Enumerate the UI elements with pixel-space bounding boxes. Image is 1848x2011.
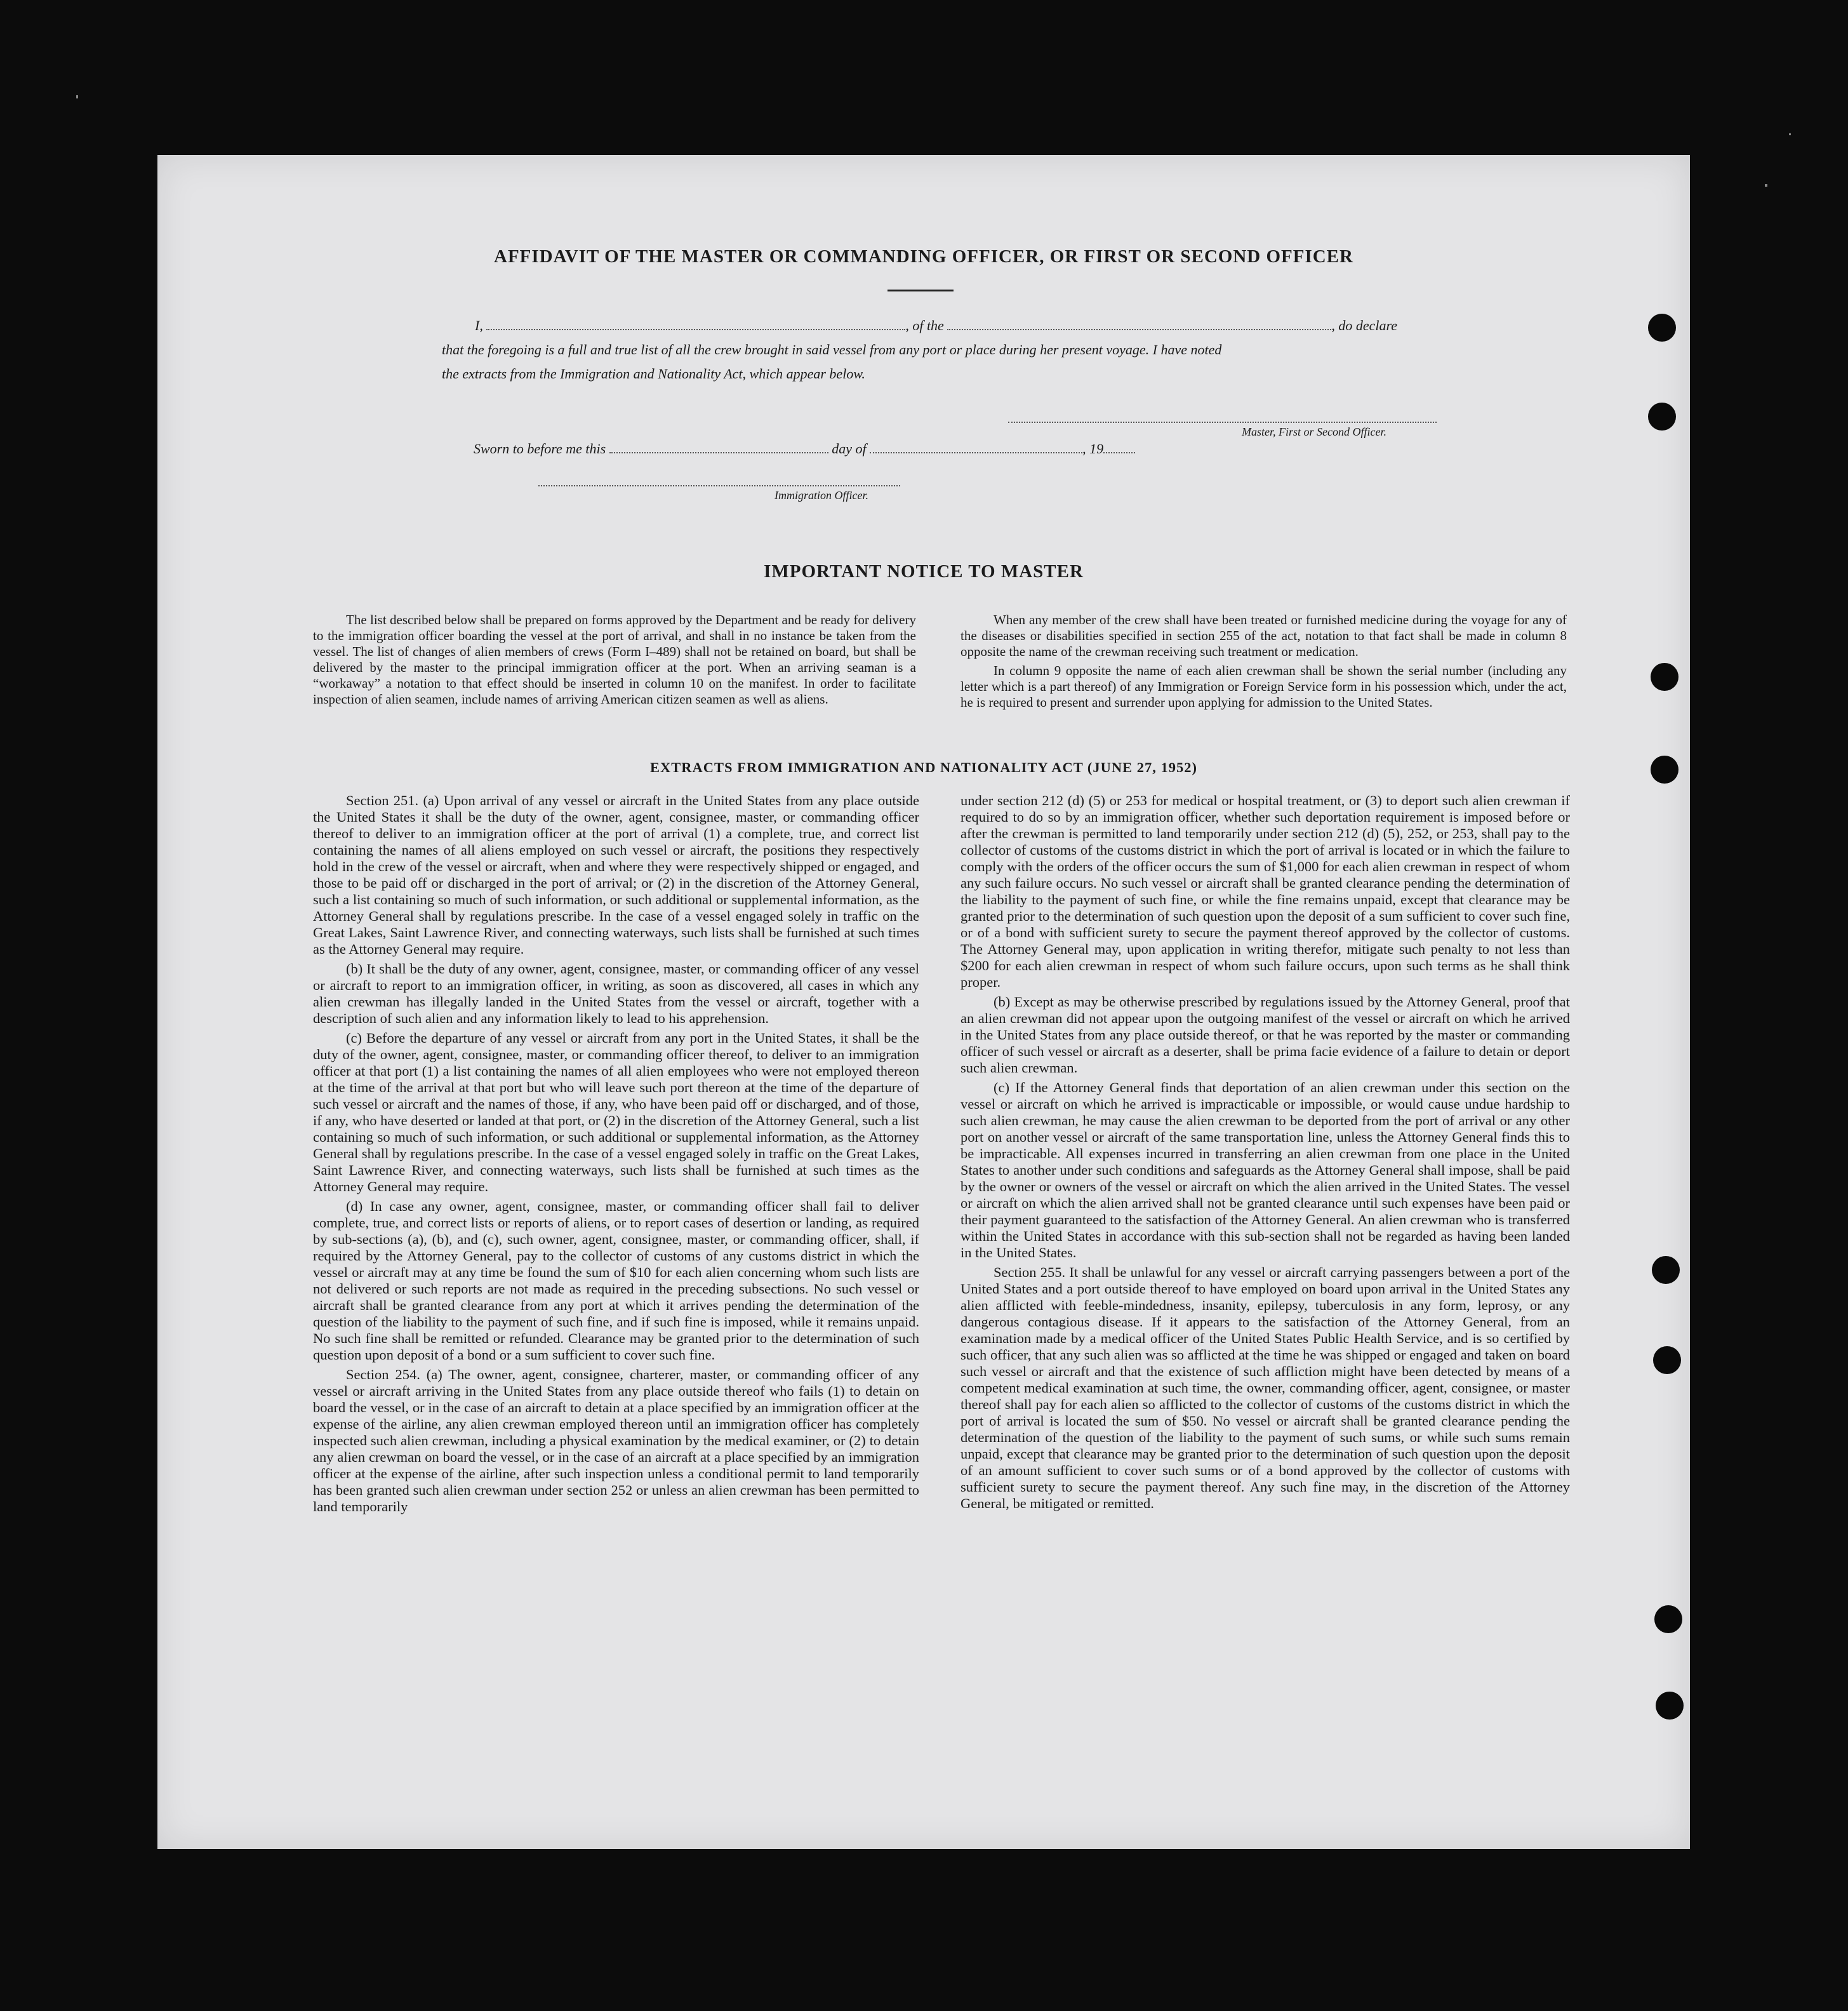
section-251-d: (d) In case any owner, agent, consignee, master, or commanding officer shall fail to deliver complete, true, and correct lists or reports of aliens, or to report cases of desertion or landing, as required by sub-sections (a), (b), and (c), such owner, agent, consignee, master, or commanding officer, shall, if required by the Attorney General, pay to the collector of customs of any customs district in which the vessel or aircraft may at any time be found the sum of $10 for each alien concerning whom such lists are not delivered or such reports are not made as required in the preceding subsections. No such vessel or aircraft shall be granted clearance from any port at which it arrives pending the determination of the question of the liability to the payment of such fine, and if such fine is imposed, while it remains unpaid. No such fine shall be remitted or refunded. Clearance may be granted prior to the determination of such question upon deposit of a bond or a sum sufficient to cover such fine. [313,1198,919,1363]
sworn-month-field[interactable] [870,443,1082,453]
punch-hole [1652,1256,1680,1284]
notice-right-paragraph: In column 9 opposite the name of each alien crewman shall be shown the serial number (including any letter which is a part thereof) of any Immigration or Foreign Service form in his possession which, under the act, he is required to present and surrender upon applying for admission to the United States. [961,663,1567,710]
punch-hole [1648,314,1676,342]
punch-hole [1654,1605,1682,1633]
punch-hole [1653,1346,1681,1374]
statement-line-2: that the foregoing is a full and true list of all the crew brought in said vessel from any port or place during her present voyage. I have noted [442,342,1222,357]
statement-line-3: the extracts from the Immigration and Nationality Act, which appear below. [442,366,865,382]
notice-right-column [961,612,1567,714]
notice-title: IMPORTANT NOTICE TO MASTER [764,561,1084,582]
sworn-prefix: Sworn to before me this [474,441,606,457]
form-page [157,155,1690,1849]
immigration-officer-caption: Immigration Officer. [774,489,868,502]
section-254-b: (b) Except as may be otherwise prescribed by regulations issued by the Attorney General, proof that an alien crewman did not appear upon the outgoing manifest of the vessel or aircraft on which he arrived in the United States from any place outside thereof, or that he was reported by the master or commanding officer of such vessel or aircraft as a deserter, shall be prima facie evidence of a failure to detain or deport such alien crewman. [961,994,1570,1076]
vessel-name-field[interactable] [947,320,1331,330]
section-251-b: (b) It shall be the duty of any owner, agent, consignee, master, or commanding officer of any vessel or aircraft to report to an immigration officer, in writing, as soon as discovered, all cases in which any alien crewman has illegally landed in the United States from the vessel or aircraft, together with a description of such alien and any information likely to lead to his apprehension. [313,961,919,1026]
sworn-year-label: , 19 [1082,441,1104,457]
section-254-a-continued: under section 212 (d) (5) or 253 for medical or hospital treatment, or (3) to deport such alien crewman if required to do so by an immigration officer, whether such deportation requirement is imposed before or after the crewman is permitted to land temporarily under section 212 (d) (5), 252, or 253, shall pay to the collector of customs of the customs district in which the port of arrival is located or in which the failure to comply with the orders of the officer occurs the sum of $1,000 for each alien crewman in respect of whom any such failure occurs. No such vessel or aircraft shall be granted clearance pending the determination of the liability to the payment of such fine, or while the fine remains unpaid, except that clearance may be granted prior to the determination of such question upon the deposit of a sum sufficient to cover such fine, or of a bond with sufficient surety to secure the payment thereof approved by the collector of customs. The Attorney General may, upon application in writing therefor, mitigate such penalty to not less than $200 for each alien crewman in respect of whom such failure occurs, upon such terms as he shall think proper. [961,792,1570,990]
notice-left-column [313,612,916,711]
sworn-line [474,441,1135,457]
declarant-prefix: I, [475,317,483,333]
section-251-c: (c) Before the departure of any vessel or aircraft from any port in the United States, it shall be the duty of the owner, agent, consignee, master, or commanding officer thereof, to deliver to an immigration officer at that port (1) a list containing the names of all alien employees who were not employed thereon at the time of the arrival at that port but who will leave such port thereon at the time of the departure of such vessel or aircraft and the names of those, if any, who have been paid off or discharged, and of those, if any, who have deserted or landed at that port, or (2) in the discretion of the Attorney General, such a list containing so much of such information, or such additional or supplemental information, as the Attorney General shall by regulations prescribe. In the case of a vessel engaged solely in traffic on the Great Lakes, Saint Lawrence River, and connecting waterways, such lists shall be furnished at such times as the Attorney General may require. [313,1030,919,1194]
punch-hole [1651,663,1678,691]
of-the-label: , of the [905,317,944,333]
do-declare-label: , do declare [1331,317,1397,333]
scan-speck [1765,184,1767,187]
officer-signature-caption: Master, First or Second Officer. [1242,425,1386,438]
notice-right-paragraph: When any member of the crew shall have been treated or furnished medicine during the voyage for any of the diseases or disabilities specified in section 255 of the act, notation to that fact shall be made in column 8 opposite the name of the crewman receiving such treatment or medication. [961,612,1567,659]
declaration-line [475,317,1397,334]
punch-hole [1648,403,1676,431]
declarant-name-field[interactable] [486,320,905,330]
notice-left-paragraph: The list described below shall be prepared on forms approved by the Department and be ready for delivery to the immigration officer boarding the vessel at the port of arrival, and shall in no instance be taken from the vessel. The list of changes of alien members of crews (Form I–489) shall not be retained on board, but shall be delivered by the master to the principal immigration officer at the port. When an arriving seaman is a “workaway” a notation to that effect should be inserted in column 10 on the manifest. In order to facilitate inspection of alien seamen, include names of arriving American citizen seamen as well as aliens. [313,612,916,707]
immigration-officer-signature-line[interactable] [538,485,900,486]
sworn-day-of-label: day of [832,441,867,457]
section-254-a: Section 254. (a) The owner, agent, consignee, charterer, master, or commanding officer of any vessel or aircraft arriving in the United States from any place outside thereof who fails (1) to detain on board the vessel, or in the case of an aircraft to detain at a place specified by an immigration officer at the expense of the airline, any alien crewman employed thereon until an immigration officer has completely inspected such alien crewman, including a physical examination by the medical examiner, or (2) to detain any alien crewman on board the vessel, or in the case of an aircraft at a place specified by an immigration officer at the expense of the airline, after such inspection unless a conditional permit to land temporarily has been granted such alien crewman under section 252 or unless an alien crewman has been permitted to land temporarily [313,1366,919,1514]
section-254-c: (c) If the Attorney General finds that deportation of an alien crewman under this section on the vessel or aircraft on which he arrived is impracticable or impossible, or would cause undue hardship to such alien crewman, he may cause the alien crewman to be deported from the port of arrival or any other port on another vessel or aircraft of the same transportation line, unless the Attorney General finds this to be impracticable. All expenses incurred in transferring an alien crewman from one place in the United States to another under such conditions and safeguards as the Attorney General shall impose, shall be paid by the owner or owners of the vessel or aircraft on which the alien arrived in the United States. The vessel or aircraft on which the alien arrived shall not be granted clearance until such expenses have been paid or their payment guaranteed to the satisfaction of the Attorney General. An alien crewman who is transferred within the United States in accordance with this sub-section shall not be regarded as having been landed in the United States. [961,1079,1570,1260]
extracts-left-column [313,792,919,1518]
sworn-year-field[interactable] [1103,443,1135,453]
extracts-right-column [961,792,1570,1515]
section-255: Section 255. It shall be unlawful for any vessel or aircraft carrying passengers between a port of the United States and a port outside thereof to have employed on board upon arrival in the United States any alien afflicted with feeble-mindedness, insanity, epilepsy, tuberculosis in any form, leprosy, or any dangerous contagious disease. If it appears to the satisfaction of the Attorney General, from an examination made by a medical officer of the United States Public Health Service, and is so certified by such officer, that any such alien was so afflicted at the time he was shipped or engaged and taken on board such vessel or aircraft and that the existence of such affliction might have been detected by means of a competent medical examination at such time, the owner, commanding officer, agent, consignee, or master thereof shall pay for each alien so afflicted to the collector of customs of the customs district in which the port of arrival is located the sum of $50. No vessel or aircraft shall be granted clearance pending the determination of the question of the liability to the payment of such sums, or while such sums remain unpaid, except that clearance may be granted prior to the determination of such question upon the deposit of an amount sufficient to cover such sums or of a bond approved by the collector of customs with sufficient surety to secure the payment thereof. Any such fine may, in the discretion of the Attorney General, be mitigated or remitted. [961,1264,1570,1511]
extracts-title: EXTRACTS FROM IMMIGRATION AND NATIONALITY ACT (JUNE 27, 1952) [649,759,1198,775]
section-251-a: Section 251. (a) Upon arrival of any vessel or aircraft in the United States from any place outside the United States it shall be the duty of the owner, agent, consignee, master, or commanding officer thereof to deliver to an immigration officer at the port of arrival (1) a complete, true, and correct list containing the names of all aliens employed on such vessel or aircraft, the positions they respectively hold in the crew of the vessel or aircraft, when and where they were respectively shipped or engaged, and those to be paid off or discharged in the port of arrival; or (2) in the discretion of the Attorney General, such a list containing so much of such information, or such additional or supplemental information, as the Attorney General shall by regulations prescribe. In the case of a vessel engaged solely in traffic on the Great Lakes, Saint Lawrence River, and connecting waterways, such lists shall be furnished at such times as the Attorney General may require. [313,792,919,957]
punch-hole [1656,1692,1684,1720]
scan-speck [76,95,78,98]
affidavit-title: AFFIDAVIT OF THE MASTER OR COMMANDING OFFICER, OR FIRST OR SECOND OFFICER [494,246,1353,267]
title-rule [887,290,954,291]
officer-signature-line[interactable] [1008,422,1437,423]
scan-speck [1789,133,1791,135]
sworn-day-field[interactable] [609,443,828,453]
